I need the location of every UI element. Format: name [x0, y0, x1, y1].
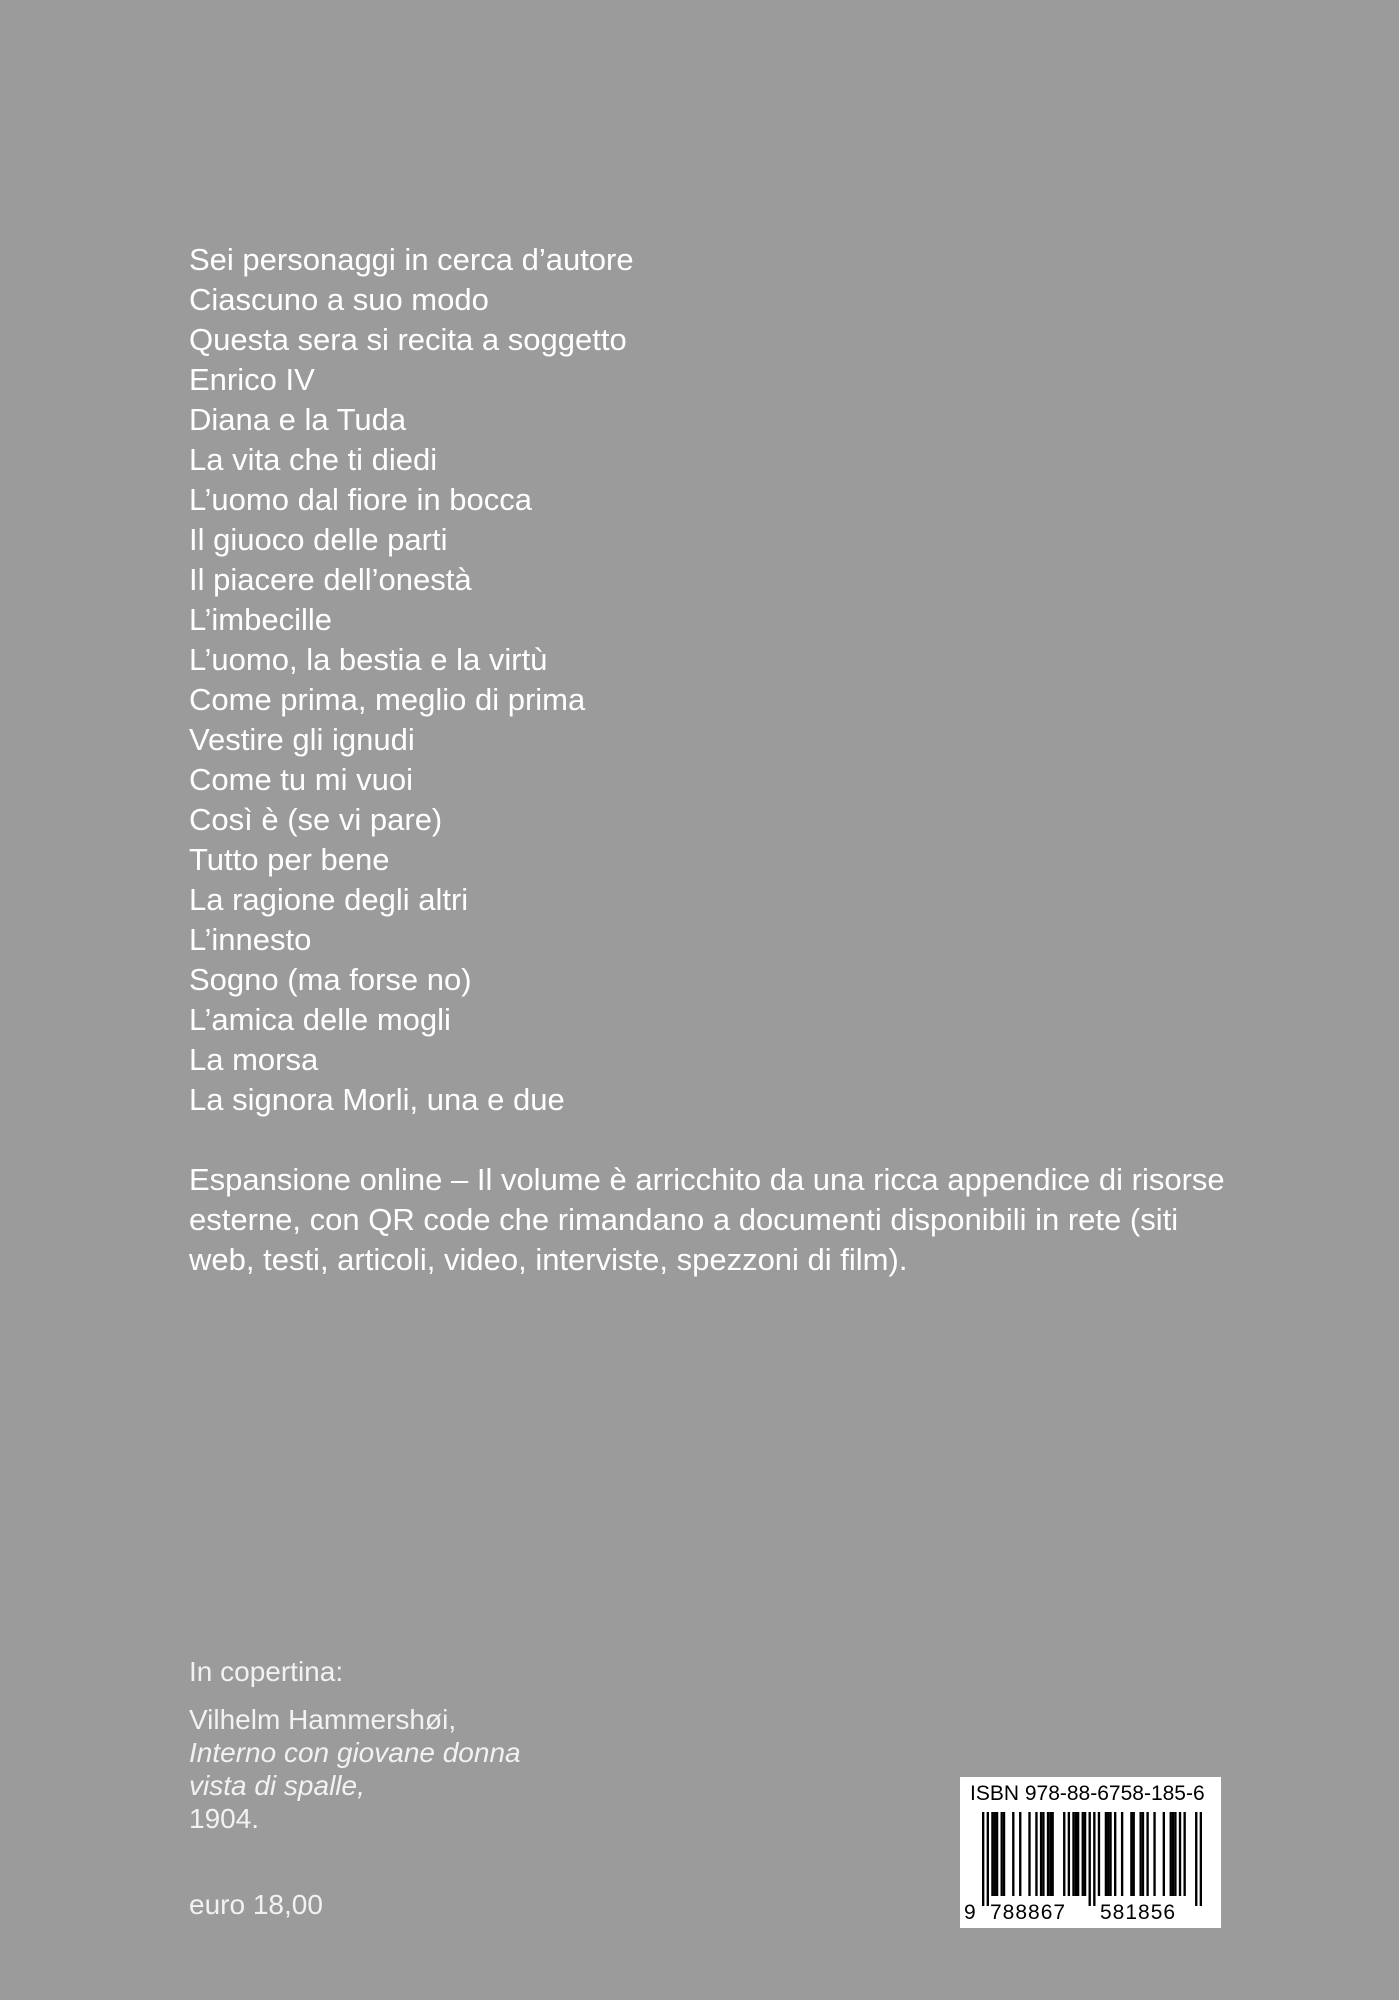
- play-title: Diana e la Tuda: [189, 402, 407, 437]
- play-title: L’imbecille: [189, 602, 333, 637]
- barcode-bar: [1040, 1812, 1042, 1896]
- barcode-bar: [1068, 1812, 1070, 1896]
- play-title: La morsa: [189, 1042, 319, 1077]
- play-title: Enrico IV: [189, 362, 315, 397]
- cover-artist: Vilhelm Hammershøi,: [189, 1704, 457, 1735]
- barcode-bar: [1109, 1812, 1111, 1896]
- barcode-guard-bar: [1195, 1812, 1197, 1906]
- play-title: Sei personaggi in cerca d’autore: [189, 242, 634, 277]
- play-title: Così è (se vi pare): [189, 802, 443, 837]
- barcode-bar: [1075, 1812, 1077, 1896]
- barcode-guard-bar: [1093, 1812, 1095, 1906]
- play-title: Il giuoco delle parti: [189, 522, 448, 557]
- play-titles-list: [189, 240, 634, 1120]
- barcode-bar: [1019, 1812, 1021, 1896]
- barcode-bar: [1082, 1812, 1084, 1896]
- barcode-bar: [1035, 1812, 1037, 1896]
- barcode-digit-first: 9: [964, 1901, 976, 1924]
- barcode-bar: [1146, 1812, 1148, 1896]
- play-title: La signora Morli, una e due: [189, 1082, 565, 1117]
- cover-work-title-line2: [189, 1769, 521, 1802]
- price: euro 18,00: [189, 1889, 323, 1920]
- barcode-guard-bar: [1200, 1812, 1202, 1906]
- barcode-bar: [1183, 1812, 1185, 1896]
- barcode-bar: [1174, 1812, 1176, 1896]
- play-title: L’innesto: [189, 922, 312, 957]
- cover-year: 1904.: [189, 1803, 260, 1834]
- barcode-bar: [996, 1812, 998, 1896]
- cover-credit: [189, 1655, 521, 1835]
- barcode-bar: [1042, 1812, 1044, 1896]
- barcode-bar: [1133, 1812, 1135, 1896]
- cover-work-title-line2-text: vista di spalle,: [189, 1770, 365, 1801]
- barcode-bar: [1001, 1812, 1003, 1896]
- barcode-bar: [1153, 1812, 1155, 1896]
- play-title: L’uomo, la bestia e la virtù: [189, 642, 548, 677]
- barcode-image: [982, 1812, 1202, 1906]
- barcode-guard-bar: [1089, 1812, 1091, 1906]
- barcode-bar: [1003, 1812, 1005, 1896]
- barcode-bar: [1072, 1812, 1074, 1896]
- online-expansion-note: Espansione online – Il volume è arricchito da una ricca appendice di risorse esterne, con QR code che rimandano a documenti disponibili in rete (siti web, testi, articoli, video, interviste, spezzoni di film).: [189, 1162, 1225, 1277]
- play-title: Il piacere dell’onestà: [189, 562, 472, 597]
- barcode-bar: [991, 1812, 993, 1896]
- barcode-bar: [1172, 1812, 1174, 1896]
- play-title: La vita che ti diedi: [189, 442, 438, 477]
- barcode-bar: [1170, 1812, 1172, 1896]
- barcode-bar: [1047, 1812, 1049, 1896]
- cover-work-title-line1: Interno con giovane donna: [189, 1737, 521, 1768]
- barcode-guard-bar: [987, 1812, 989, 1906]
- barcode-guard-bar: [982, 1812, 984, 1906]
- play-title: Sogno (ma forse no): [189, 962, 472, 997]
- barcode-bar: [1107, 1812, 1109, 1896]
- barcode-bar: [1063, 1812, 1065, 1896]
- play-title: Come tu mi vuoi: [189, 762, 413, 797]
- play-title: Questa sera si recita a soggetto: [189, 322, 627, 357]
- play-title: La ragione degli altri: [189, 882, 469, 917]
- barcode-bar: [1028, 1812, 1030, 1896]
- barcode-bar: [1114, 1812, 1116, 1896]
- barcode-bar: [1077, 1812, 1079, 1896]
- barcode-digits-right: 581856: [1100, 1901, 1177, 1924]
- barcode-bar: [1012, 1812, 1014, 1896]
- play-title: Come prima, meglio di prima: [189, 682, 586, 717]
- barcode-bar: [1105, 1812, 1107, 1896]
- play-title: L’uomo dal fiore in bocca: [189, 482, 532, 517]
- isbn-number: ISBN 978-88-6758-185-6: [970, 1782, 1205, 1805]
- isbn-barcode-box: [960, 1777, 1221, 1928]
- barcode-bar: [1051, 1812, 1053, 1896]
- barcode-bar: [1142, 1812, 1144, 1896]
- play-title: L’amica delle mogli: [189, 1002, 451, 1037]
- barcode-bar: [1049, 1812, 1051, 1896]
- play-title: Vestire gli ignudi: [189, 722, 415, 757]
- play-title: Ciascuno a suo modo: [189, 282, 489, 317]
- barcode-bar: [994, 1812, 996, 1896]
- barcode-bar: [1098, 1812, 1100, 1896]
- barcode-bar: [1179, 1812, 1181, 1896]
- barcode-bar: [1121, 1812, 1123, 1896]
- barcode-digits-left: 788867: [990, 1901, 1067, 1924]
- barcode-bar: [1139, 1812, 1141, 1896]
- cover-credit-label: In copertina:: [189, 1656, 344, 1687]
- play-title: Tutto per bene: [189, 842, 390, 877]
- barcode-bar: [1084, 1812, 1086, 1896]
- barcode-bar: [1130, 1812, 1132, 1896]
- barcode-bar: [1163, 1812, 1165, 1896]
